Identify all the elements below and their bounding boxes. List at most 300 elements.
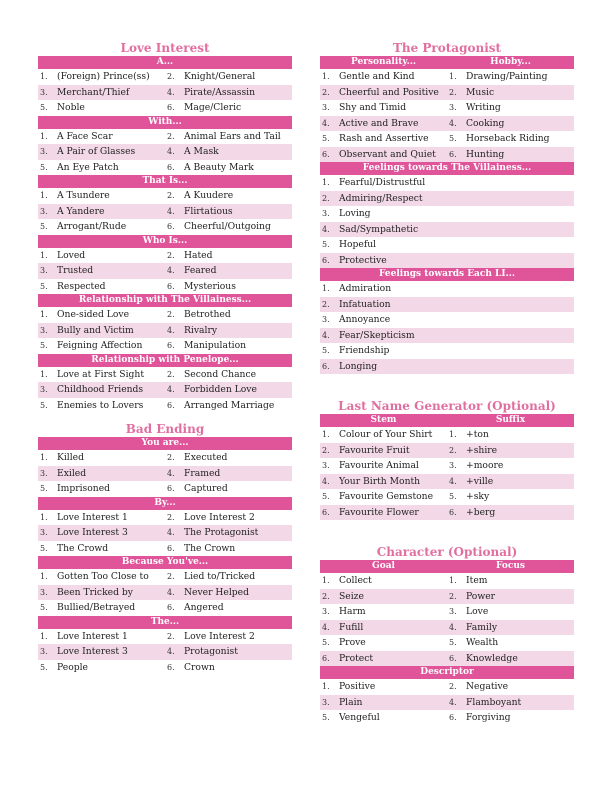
table-row [38,398,292,414]
table-cell [320,427,447,443]
row-number: 4. [322,330,330,340]
table-cell [38,69,165,85]
row-number: 1. [40,131,48,141]
cell-text: Bullied/Betrayed [57,602,136,613]
table-cell [165,338,292,354]
table-cell [320,69,447,85]
table-cell [320,175,574,191]
table-cell [447,679,574,695]
table-cell [320,131,447,147]
cell-text: Infatuation [339,298,391,310]
cell-text: Captured [184,483,228,494]
table-cell [447,620,574,636]
cell-text: Horseback Riding [466,133,550,144]
table-cell [165,219,292,235]
section-title: Bad Ending [125,422,205,436]
row-number: 4. [449,622,457,632]
table-cell [447,589,574,605]
row-number: 4. [449,118,457,128]
table-cell [320,489,447,505]
cell-text: Imprisoned [57,483,111,494]
cell-text: +ville [466,475,494,487]
table-row [38,248,292,264]
row-number: 6. [167,662,175,672]
table-cell [38,144,165,160]
table-row [38,629,292,645]
table-cell [447,710,574,726]
cell-text: Prove [339,637,366,648]
table-cell [320,312,574,328]
row-number: 3. [322,461,330,470]
cell-text: Admiration [339,283,392,294]
table-cell [165,204,292,220]
table-header: With... [38,116,292,129]
cell-text: Rivalry [184,324,218,336]
cell-text: Positive [339,681,376,692]
row-number: 4. [322,224,330,234]
table-cell [320,222,574,238]
table-header: Because You've... [38,556,292,569]
row-number: 1. [449,72,457,81]
row-number: 2. [167,131,175,141]
column-header: Personality... [350,57,417,67]
cell-text: Framed [184,467,221,479]
cell-text: Loved [57,249,86,261]
cell-text: Plain [339,696,363,708]
table-cell [165,100,292,116]
row-number: 1. [40,191,48,200]
cell-text: Mysterious [184,280,236,292]
cell-text: Collect [339,575,372,586]
column-header: Focus [496,561,525,571]
row-number: 1. [40,512,48,522]
table-cell [38,323,165,339]
row-number: 3. [40,647,48,656]
table-header [320,56,574,69]
table-cell [447,651,574,667]
cell-text: Merchant/Thief [57,86,130,98]
row-number: 5. [40,103,48,112]
table-row [38,510,292,526]
row-number: 6. [449,713,457,722]
cell-text: Bully and Victim [57,324,134,336]
cell-text: Manipulation [184,340,247,351]
table-cell [320,620,447,636]
row-number: 3. [449,103,457,112]
row-number: 3. [322,103,330,112]
table-row [320,253,574,269]
cell-text: Item [466,575,488,586]
table-cell [165,248,292,264]
table-cell [447,69,574,85]
row-number: 5. [40,543,48,553]
table-cell [320,695,447,711]
cell-text: Annoyance [339,314,391,325]
table-cell [447,100,574,116]
row-number: 1. [40,72,48,81]
cell-text: Flamboyant [466,696,522,708]
table-row [320,651,574,667]
table-cell [320,359,574,375]
table-cell [165,660,292,676]
cell-text: Feigning Affection [57,340,143,351]
row-number: 5. [322,240,330,249]
table-row [320,573,574,589]
cell-text: Mage/Cleric [184,102,242,113]
row-number: 2. [322,591,330,601]
section-title: Last Name Generator (Optional) [338,399,556,413]
row-number: 2. [322,445,330,455]
table-row [320,328,574,344]
cell-text: Forgiving [466,712,511,723]
cell-text: A Beauty Mark [184,161,254,173]
table-cell [38,644,165,660]
cell-text: Sad/Sympathetic [339,223,419,235]
table-cell [165,69,292,85]
cell-text: Arranged Marriage [184,399,275,411]
row-number: 5. [40,281,48,291]
cell-text: +ton [466,429,489,440]
section-gap [38,413,292,421]
section-title: Character (Optional) [376,545,518,559]
cell-text: Enemies to Lovers [57,399,144,411]
table-cell [38,129,165,145]
row-number: 3. [40,528,48,537]
table-cell [165,160,292,176]
cell-text: Colour of Your Shirt [339,429,433,440]
cell-text: Cheerful and Positive [339,86,439,98]
row-number: 1. [40,310,48,319]
table-row [320,206,574,222]
cell-text: (Foreign) Prince(ss) [57,71,150,82]
cell-text: +moore [466,460,504,471]
table-cell [320,651,447,667]
row-number: 6. [449,507,457,517]
cell-text: Friendship [339,345,390,356]
row-number: 6. [167,341,175,350]
cell-text: Angered [184,602,224,613]
table-header: Relationship with Penelope... [38,354,292,367]
table-cell [38,367,165,383]
cell-text: Lied to/Tricked [184,571,256,582]
row-number: 6. [167,281,175,291]
row-number: 5. [322,713,330,722]
section-gap [320,374,574,398]
cell-text: The Crown [184,542,236,554]
cell-text: One-sided Love [57,309,130,320]
table-cell [38,510,165,526]
cell-text: Betrothed [184,309,231,320]
table-cell [165,129,292,145]
table-row [320,505,574,521]
table-cell [38,85,165,101]
table-row [320,589,574,605]
table-row [38,279,292,295]
table-row [320,489,574,505]
table-header: You are... [38,437,292,450]
table-cell [320,589,447,605]
table-row [38,129,292,145]
table-row [38,367,292,383]
cell-text: Power [466,590,496,602]
table-cell [165,481,292,497]
row-number: 6. [322,255,330,265]
row-number: 1. [322,576,330,585]
table-row [38,450,292,466]
table-cell [447,147,574,163]
table-cell [38,629,165,645]
table-header: By... [38,497,292,510]
row-number: 2. [449,445,457,455]
table-cell [165,644,292,660]
table-row [38,144,292,160]
row-number: 3. [40,385,48,394]
cell-text: A Tsundere [57,190,110,201]
table-row [320,131,574,147]
table-cell [38,450,165,466]
row-number: 6. [167,603,175,612]
cell-text: Crown [184,661,215,673]
cell-text: Killed [57,452,84,463]
cell-text: Vengeful [339,712,380,723]
row-number: 3. [322,209,330,218]
row-number: 6. [167,222,175,231]
table-cell [38,481,165,497]
row-number: 5. [322,134,330,143]
table-cell [165,367,292,383]
cell-text: Love Interest 2 [184,511,255,523]
row-number: 5. [40,222,48,231]
table-row [38,585,292,601]
table-cell [320,191,574,207]
table-cell [38,338,165,354]
row-number: 3. [40,468,48,478]
cell-text: Love at First Sight [57,368,145,380]
table-row [38,644,292,660]
table-cell [38,600,165,616]
table-row [320,359,574,375]
table-cell [320,281,574,297]
cell-text: Longing [339,360,378,372]
table-row [320,427,574,443]
table-cell [320,710,447,726]
table-cell [165,450,292,466]
cell-text: Trusted [57,265,94,276]
row-number: 3. [449,607,457,616]
table-row [320,710,574,726]
table-row [320,237,574,253]
row-number: 6. [167,400,175,410]
table-cell [320,604,447,620]
cell-text: Pirate/Assassin [184,86,256,98]
cell-text: Love Interest 3 [57,646,128,657]
row-number: 6. [167,103,175,112]
row-number: 6. [322,149,330,159]
table-cell [320,328,574,344]
cell-text: Forbidden Love [184,384,257,395]
table-cell [320,458,447,474]
table-row [320,116,574,132]
table-cell [38,525,165,541]
table-cell [320,505,447,521]
table-cell [38,398,165,414]
row-number: 4. [167,147,175,156]
table-cell [320,443,447,459]
table-row [38,569,292,585]
table-cell [165,398,292,414]
cell-text: Music [466,86,495,98]
table-header [320,560,574,573]
table-row [38,525,292,541]
row-number: 5. [40,662,48,672]
table-cell [320,635,447,651]
row-number: 2. [167,72,175,81]
table-cell [38,660,165,676]
cell-text: Love Interest 1 [57,511,128,523]
row-number: 3. [322,697,330,707]
table-row [38,600,292,616]
table-row [38,382,292,398]
table-cell [447,474,574,490]
cell-text: Hated [184,249,213,261]
cell-text: +shire [466,444,498,456]
table-row [38,219,292,235]
table-row [320,695,574,711]
cell-text: Never Helped [184,586,250,598]
cell-text: Wealth [466,637,499,648]
table-row [38,660,292,676]
row-number: 4. [167,87,175,97]
cell-text: Shy and Timid [339,102,407,113]
table-row [38,100,292,116]
row-number: 3. [449,461,457,470]
row-number: 2. [322,193,330,203]
table-cell [165,188,292,204]
row-number: 5. [40,603,48,612]
table-cell [320,206,574,222]
table-row [320,679,574,695]
table-row [320,312,574,328]
table-cell [320,253,574,269]
row-number: 6. [167,162,175,172]
row-number: 5. [40,484,48,493]
table-cell [165,541,292,557]
cell-text: Been Tricked by [57,586,133,598]
row-number: 5. [449,492,457,501]
row-number: 2. [449,87,457,97]
row-number: 5. [40,400,48,410]
row-number: 1. [40,453,48,462]
cell-text: Second Chance [184,368,257,380]
section-title: The Protagonist [392,41,502,55]
row-number: 4. [449,697,457,707]
table-cell [165,600,292,616]
table-row [320,222,574,238]
table-header: Feelings towards The Villainess... [320,162,574,175]
table-cell [447,695,574,711]
left-column [38,40,292,675]
table-cell [38,219,165,235]
row-number: 6. [322,361,330,371]
row-number: 5. [322,638,330,647]
table-header [320,414,574,427]
row-number: 2. [449,591,457,601]
cell-text: +berg [466,506,496,518]
table-cell [447,489,574,505]
row-number: 6. [322,507,330,517]
row-number: 3. [322,315,330,324]
row-number: 2. [167,369,175,379]
row-number: 3. [40,587,48,597]
cell-text: Favourite Flower [339,506,419,518]
table-header: A... [38,56,292,69]
table-row [38,263,292,279]
row-number: 5. [40,341,48,350]
row-number: 4. [322,118,330,128]
cell-text: Respected [57,280,106,292]
column-header: Hobby... [490,57,531,67]
cell-text: Seize [339,590,364,602]
row-number: 3. [40,147,48,156]
cell-text: Protect [339,652,374,664]
table-cell [38,466,165,482]
row-number: 1. [322,178,330,187]
cell-text: Fufill [339,621,364,633]
table-row [38,204,292,220]
cell-text: Arrogant/Rude [57,221,127,232]
table-row [320,443,574,459]
table-cell [38,307,165,323]
row-number: 4. [167,206,175,216]
cell-text: Fearful/Distrustful [339,177,426,188]
table-row [320,297,574,313]
cell-text: A Pair of Glasses [57,146,136,157]
table-cell [38,160,165,176]
table-cell [38,188,165,204]
table-row [320,458,574,474]
table-cell [38,382,165,398]
right-column [320,40,574,726]
table-row [320,147,574,163]
row-number: 4. [167,528,175,537]
table-cell [38,541,165,557]
row-number: 1. [322,682,330,691]
table-row [320,604,574,620]
row-number: 6. [449,653,457,663]
section-gap [320,520,574,544]
row-number: 3. [40,325,48,335]
cell-text: An Eye Patch [57,161,119,173]
table-row [320,69,574,85]
cell-text: Hopeful [339,239,377,250]
table-header: That Is... [38,175,292,188]
column-header: Stem [370,415,397,425]
cell-text: Animal Ears and Tail [184,130,281,142]
table-cell [165,585,292,601]
table-cell [165,525,292,541]
cell-text: Noble [57,102,85,113]
row-number: 3. [40,206,48,216]
row-number: 2. [167,453,175,462]
table-cell [165,382,292,398]
row-number: 2. [167,572,175,581]
table-cell [447,116,574,132]
cell-text: Knight/General [184,71,256,82]
cell-text: Protective [339,254,387,266]
row-number: 2. [167,250,175,260]
table-cell [320,237,574,253]
row-number: 4. [322,622,330,632]
